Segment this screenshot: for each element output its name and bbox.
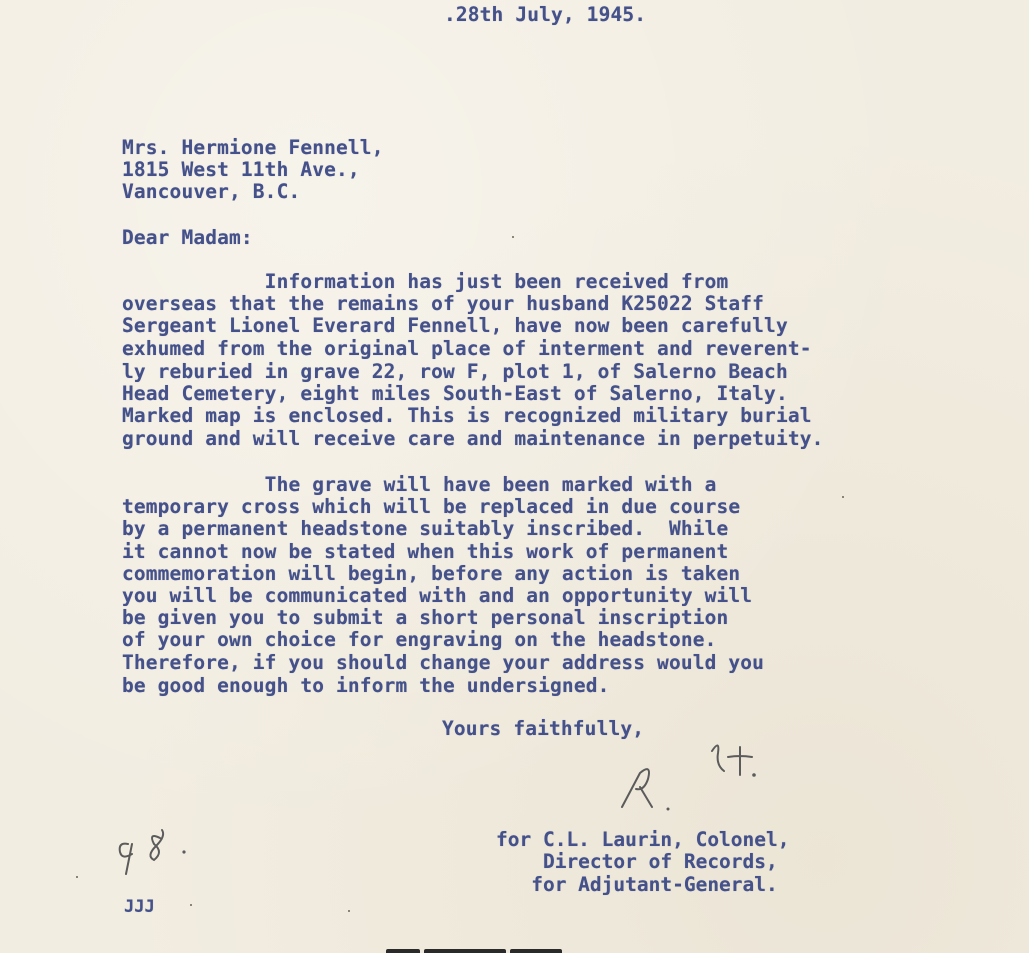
paragraph-1-line: Sergeant Lionel Everard Fennell, have now been carefully: [122, 314, 788, 337]
paragraph-1-line: Information has just been received from: [122, 270, 729, 293]
paragraph-1-line: Head Cemetery, eight miles South-East of Salerno, Italy.: [122, 382, 788, 405]
signature-block-line: for C.L. Laurin, Colonel,: [496, 828, 790, 851]
typist-initials: JJJ: [124, 897, 155, 917]
paragraph-2-line: of your own choice for engraving on the headstone.: [122, 628, 717, 651]
recipient-street: 1815 West 11th Ave.,: [122, 158, 360, 181]
viewer-tab[interactable]: [510, 949, 562, 953]
signature-block-line: Director of Records,: [496, 850, 778, 873]
paragraph-1-line: overseas that the remains of your husband K25022 Staff: [122, 292, 765, 315]
paragraph-2-line: you will be communicated with and an opportunity will: [122, 584, 753, 607]
paragraph-2-line: be given you to submit a short personal inscription: [122, 606, 729, 629]
handwritten-signature: [600, 735, 770, 815]
viewer-tab[interactable]: [386, 949, 420, 953]
paper-speck: [348, 910, 350, 912]
paragraph-1-line: ground and will receive care and maintenance in perpetuity.: [122, 427, 824, 450]
closing: Yours faithfully,: [442, 717, 645, 740]
paragraph-2-line: be good enough to inform the undersigned.: [122, 674, 610, 697]
paragraph-2-line: Therefore, if you should change your address would you: [122, 651, 765, 674]
paper-speck: [76, 876, 78, 878]
paragraph-2-line: The grave will have been marked with a: [122, 473, 717, 496]
paper-speck: [512, 236, 514, 238]
viewer-tab[interactable]: [424, 949, 506, 953]
handwritten-note: [110, 822, 200, 882]
paragraph-2-line: it cannot now be stated when this work of permanent: [122, 540, 729, 563]
letter-date: .28th July, 1945.: [444, 3, 647, 26]
paragraph-1-line: Marked map is enclosed. This is recognized military burial: [122, 404, 812, 427]
salutation: Dear Madam:: [122, 226, 253, 249]
recipient-city: Vancouver, B.C.: [122, 180, 301, 203]
paragraph-1-line: exhumed from the original place of interment and reverent-: [122, 337, 812, 360]
paragraph-2-line: temporary cross which will be replaced in due course: [122, 495, 741, 518]
signature-block-line: for Adjutant-General.: [496, 873, 778, 896]
paragraph-2-line: commemoration will begin, before any action is taken: [122, 562, 741, 585]
paper-speck: [842, 496, 844, 498]
paragraph-2-line: by a permanent headstone suitably inscribed. While: [122, 517, 729, 540]
paper-speck: [190, 904, 192, 906]
bottom-viewer-tabs: [386, 949, 566, 953]
paragraph-1-line: ly reburied in grave 22, row F, plot 1, of Salerno Beach: [122, 360, 788, 383]
recipient-name: Mrs. Hermione Fennell,: [122, 136, 384, 159]
